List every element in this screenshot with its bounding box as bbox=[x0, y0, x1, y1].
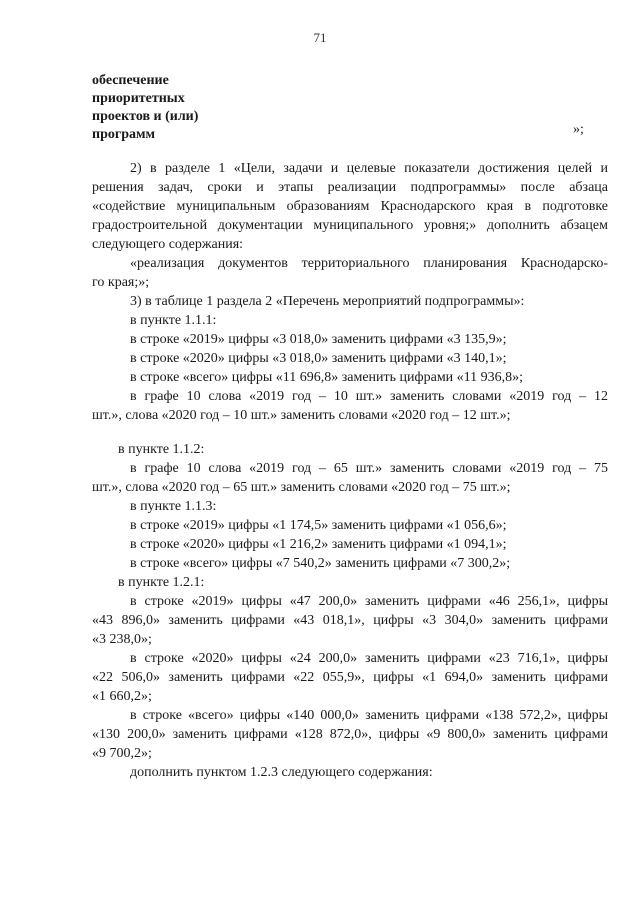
body-line: следующего содержания: bbox=[92, 237, 244, 252]
body-line: в пункте 1.1.3: bbox=[130, 499, 217, 514]
body-line: «22 506,0» заменить цифрами «22 055,9», цифры «1 694,0» заменить цифрами bbox=[92, 670, 608, 685]
body-line: в графе 10 слова «2019 год – 10 шт.» заменить словами «2019 год – 12 bbox=[130, 389, 608, 404]
body-line: «9 700,2»; bbox=[92, 746, 152, 761]
table-cell-line: программ bbox=[92, 127, 156, 142]
body-line: в пункте 1.1.1: bbox=[130, 313, 217, 328]
body-line: «130 200,0» заменить цифрами «128 872,0», цифры «9 800,0» заменить цифрами bbox=[92, 727, 608, 742]
table-cell-line: проектов и (или) bbox=[92, 109, 199, 124]
body-line: «содействие муниципальным образованиям Краснодарского края в подготовке bbox=[92, 199, 608, 214]
page-number: 71 bbox=[313, 30, 327, 45]
body-line: в строке «всего» цифры «11 696,8» заменить цифрами «11 936,8»; bbox=[130, 370, 524, 385]
body-line: в строке «2020» цифры «1 216,2» заменить цифрами «1 094,1»; bbox=[130, 537, 507, 552]
body-line: в строке «2019» цифры «1 174,5» заменить цифрами «1 056,6»; bbox=[130, 518, 507, 533]
body-line: в графе 10 слова «2019 год – 65 шт.» заменить словами «2019 год – 75 bbox=[130, 461, 608, 476]
body-line: градостроительной документации муниципального уровня;» дополнить абзацем bbox=[92, 218, 608, 233]
body-line: в строке «всего» цифры «7 540,2» заменить цифрами «7 300,2»; bbox=[130, 556, 511, 571]
body-line: в строке «всего» цифры «140 000,0» заменить цифрами «138 572,2», цифры bbox=[130, 708, 608, 723]
body-line: «1 660,2»; bbox=[92, 689, 152, 704]
body-line: в строке «2019» цифры «3 018,0» заменить цифрами «3 135,9»; bbox=[130, 332, 507, 347]
body-line: в пункте 1.2.1: bbox=[118, 575, 205, 590]
body-line: шт.», слова «2020 год – 65 шт.» заменить словами «2020 год – 75 шт.»; bbox=[92, 480, 511, 495]
body-line: 3) в таблице 1 раздела 2 «Перечень мероприятий подпрограммы»: bbox=[130, 294, 525, 309]
body-line: «3 238,0»; bbox=[92, 632, 152, 647]
table-cell-label bbox=[92, 72, 198, 144]
body-line: решения задач, сроки и этапы реализации подпрограммы» после абзаца bbox=[92, 180, 608, 195]
body-line: в строке «2019» цифры «47 200,0» заменить цифрами «46 256,1», цифры bbox=[130, 594, 608, 609]
body-line: го края;»; bbox=[92, 275, 150, 290]
body-line: дополнить пунктом 1.2.3 следующего содержания: bbox=[130, 765, 433, 780]
table-cell-line: приоритетных bbox=[92, 91, 185, 106]
body-line: шт.», слова «2020 год – 10 шт.» заменить словами «2020 год – 12 шт.»; bbox=[92, 408, 511, 423]
body-line: «43 896,0» заменить цифрами «43 018,1», цифры «3 304,0» заменить цифрами bbox=[92, 613, 608, 628]
table-closing-quote: »; bbox=[573, 122, 584, 137]
body-line: 2) в разделе 1 «Цели, задачи и целевые показатели достижения целей и bbox=[130, 161, 608, 176]
body-line: в пункте 1.1.2: bbox=[118, 442, 205, 457]
body-line: в строке «2020» цифры «3 018,0» заменить цифрами «3 140,1»; bbox=[130, 351, 507, 366]
body-line: «реализация документов территориального планирования Краснодарско- bbox=[130, 256, 608, 271]
table-cell-line: обеспечение bbox=[92, 73, 169, 88]
body-line: в строке «2020» цифры «24 200,0» заменить цифрами «23 716,1», цифры bbox=[130, 651, 608, 666]
